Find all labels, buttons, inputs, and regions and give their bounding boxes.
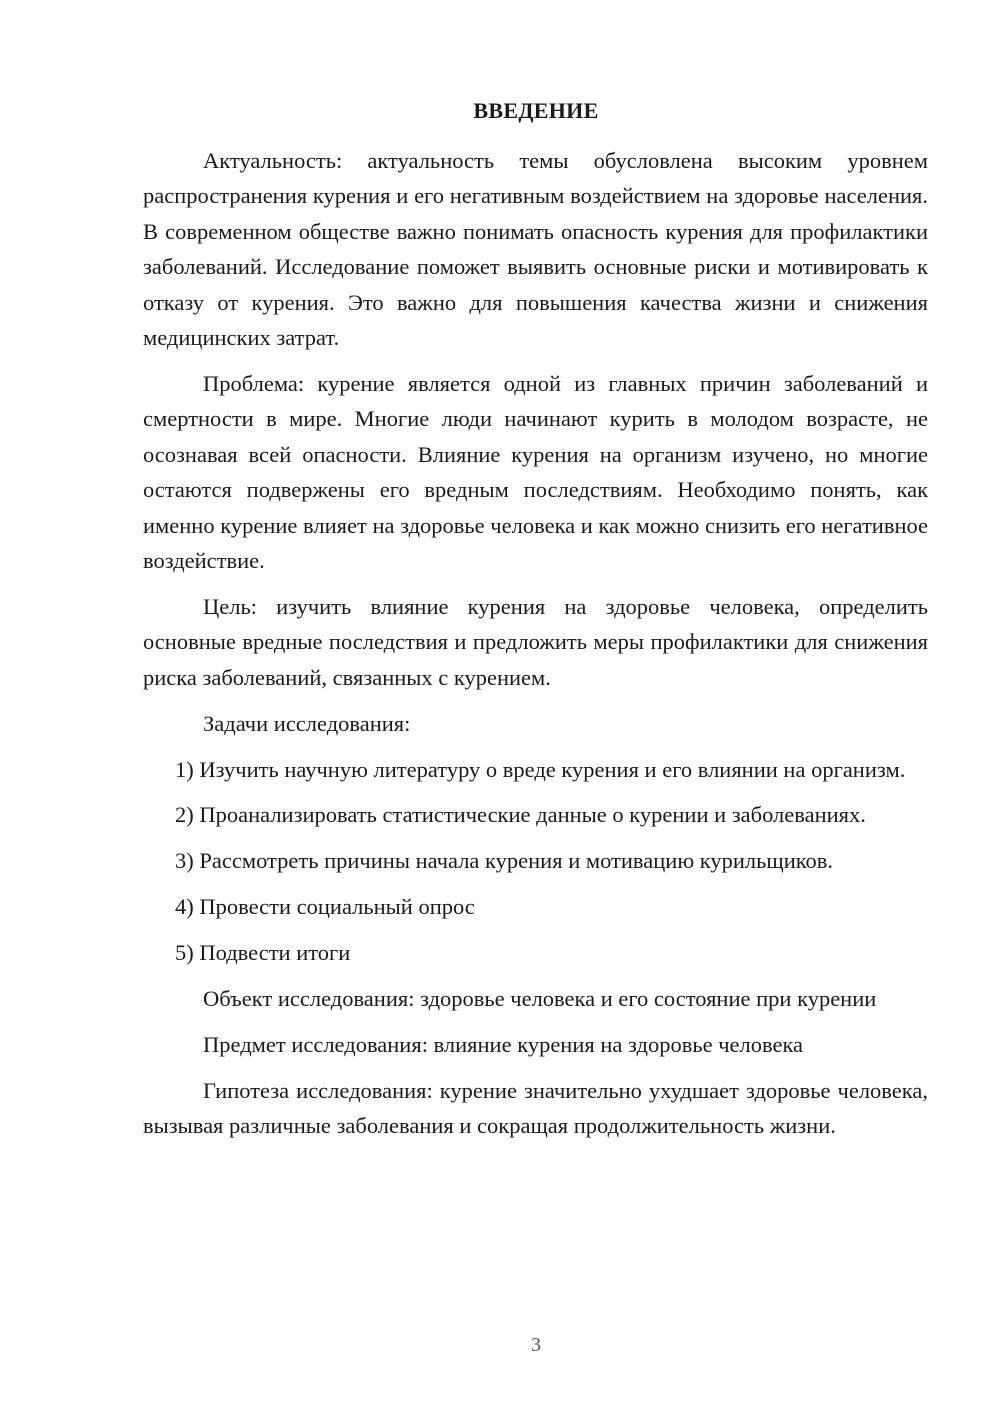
task-item: 5) Подвести итоги	[175, 940, 351, 966]
page-number: 3	[531, 1334, 541, 1356]
paragraph-object: Объект исследования: здоровье человека и его состояние при курении	[203, 986, 877, 1012]
paragraph-goal: Цель: изучить влияние курения на здоровье человека, определить основные вредные последствия и предложить меры профилактики для снижения риска заболеваний, связанных с курением.	[143, 593, 928, 690]
paragraph-problem: Проблема: курение является одной из главных причин заболеваний и смертности в мире. Многие люди начинают курить в молодом возрасте, не осознавая всей опасности. Влияние курения на организм изучено, но многие остаются подвержены его вредным последствиям. Необходимо понять, как именно курение влияет на здоровье человека и как можно снизить его негативное воздействие.	[143, 370, 928, 573]
task-item: 2) Проанализировать статистические данные о курении и заболеваниях.	[175, 802, 866, 828]
task-item: 3) Рассмотреть причины начала курения и мотивацию курильщиков.	[175, 848, 834, 874]
task-item: 4) Провести социальный опрос	[175, 894, 475, 920]
document-body	[143, 143, 928, 1154]
paragraph-relevance: Актуальность: актуальность темы обусловлена высоким уровнем распространения курения и его негативным воздействием на здоровье населения. В современном обществе важно понимать опасность курения для профилактики заболеваний. Исследование поможет выявить основные риски и мотивировать к отказу от курения. Это важно для повышения качества жизни и снижения медицинских затрат.	[143, 148, 928, 351]
paragraph-hypothesis: Гипотеза исследования: курение значительно ухудшает здоровье человека, вызывая различные заболевания и сокращая продолжительность жизни.	[143, 1077, 928, 1139]
paragraph-subject: Предмет исследования: влияние курения на здоровье человека	[203, 1031, 804, 1057]
task-item: 1) Изучить научную литературу о вреде курения и его влиянии на организм.	[175, 756, 906, 782]
paragraph-tasks-heading: Задачи исследования:	[203, 710, 411, 736]
section-title: ВВЕДЕНИЕ	[473, 98, 599, 123]
